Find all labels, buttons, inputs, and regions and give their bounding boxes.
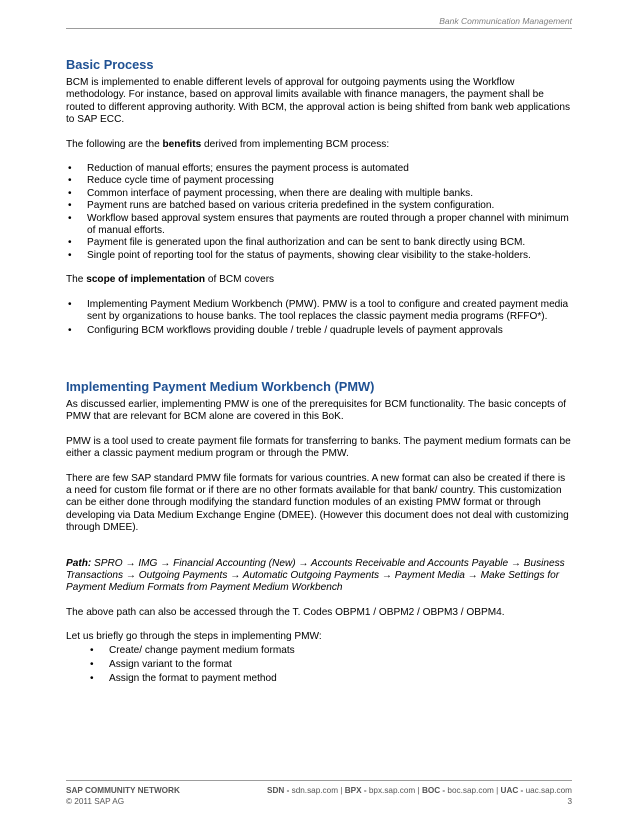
- steps-intro: Let us briefly go through the steps in implementing PMW:: [66, 631, 322, 643]
- footer-copyright: © 2011 SAP AG: [66, 797, 125, 806]
- page-content: [66, 57, 572, 698]
- scope-intro: The scope of implementation of BCM covers: [66, 274, 275, 286]
- list-item: • Assign variant to the format: [88, 659, 572, 671]
- menu-path: Path: SPRO → IMG → Financial Accounting (New) → Accounts Receivable and Accounts Payable → Business Transactions → Outgoing Payments → Automatic Outgoing Payments → Payment Media → Make Settings for Payment Medium Formats from Payment Medium Workbench: [66, 557, 565, 594]
- list-item: • Single point of reporting tool for the status of payments, showing clear visibility to the stake-holders.: [66, 250, 572, 262]
- benefits-list: [66, 163, 572, 262]
- pmw-paragraph-2: PMW is a tool used to create payment file formats for transferring to banks. The payment medium formats can be either a classic payment medium program or through the PMW.: [66, 435, 571, 460]
- list-item: • Payment file is generated upon the final authorization and can be sent to bank directly using BCM.: [66, 237, 572, 249]
- pmw-paragraph-3: There are few SAP standard PMW file formats for various countries. A new format can also be created if there is a need for custom file format or if there are no other formats available for that bank/ country. This customization can be either done through modifying the standard function modules of an existing PMW format or through developing via Data Medium Exchange Engine (DMEE). (However this document does not deal with customizing through DMEE).: [66, 472, 569, 534]
- footer-links: SDN - sdn.sap.com | BPX - bpx.sap.com | BOC - boc.sap.com | UAC - uac.sap.com: [267, 786, 572, 795]
- footer-rule: [66, 780, 572, 781]
- boc-link[interactable]: boc.sap.com: [445, 786, 494, 795]
- benefits-intro: The following are the benefits derived from implementing BCM process:: [66, 138, 390, 150]
- running-header: Bank Communication Management: [439, 16, 572, 26]
- list-item: • Workflow based approval system ensures that payments are routed through a proper channel with minimum of manual efforts.: [66, 213, 572, 238]
- footer-left: [66, 785, 180, 807]
- intro-paragraph: BCM is implemented to enable different levels of approval for outgoing payments using the Workflow methodology. For instance, based on approval limits available with finance managers, the payment shall be routed to different approving authority. With BCM, the approval action is being shifted from bank web applications to SAP ECC.: [66, 77, 571, 126]
- list-item: • Configuring BCM workflows providing double / treble / quadruple levels of payment approvals: [66, 325, 572, 337]
- section-heading-basic-process: Basic Process: [66, 57, 154, 72]
- pmw-paragraph-1: As discussed earlier, implementing PMW is one of the prerequisites for BCM functionality. The basic concepts of PMW that are relevant for BCM alone are covered in this BoK.: [66, 398, 567, 423]
- list-item: • Implementing Payment Medium Workbench (PMW). PMW is a tool to configure and created payment media sent by organizations to house banks. The tool replaces the classic payment media programs (RFFO*).: [66, 299, 572, 324]
- header-rule: [66, 28, 572, 29]
- list-item: • Common interface of payment processing, when there are dealing with multiple banks.: [66, 188, 572, 200]
- tcodes-paragraph: The above path can also be accessed through the T. Codes OBPM1 / OBPM2 / OBPM3 / OBPM4.: [66, 606, 505, 618]
- list-item: • Reduce cycle time of payment processing: [66, 175, 572, 187]
- footer-right: [267, 785, 572, 807]
- section-spacer: [66, 349, 572, 379]
- uac-link[interactable]: uac.sap.com: [523, 786, 572, 795]
- section-heading-pmw: Implementing Payment Medium Workbench (PMW): [66, 378, 375, 394]
- list-item: • Payment runs are batched based on various criteria predefined in the system configuration.: [66, 200, 572, 212]
- steps-list: [88, 645, 572, 686]
- page-number: 3: [567, 797, 572, 806]
- sdn-link[interactable]: sdn.sap.com: [289, 786, 339, 795]
- bpx-link[interactable]: bpx.sap.com: [366, 786, 416, 795]
- list-item: • Create/ change payment medium formats: [88, 645, 572, 657]
- list-item: • Reduction of manual efforts; ensures the payment process is automated: [66, 163, 572, 175]
- list-item: • Assign the format to payment method: [88, 673, 572, 685]
- scope-list: [66, 299, 572, 337]
- footer-network: SAP COMMUNITY NETWORK: [66, 786, 180, 795]
